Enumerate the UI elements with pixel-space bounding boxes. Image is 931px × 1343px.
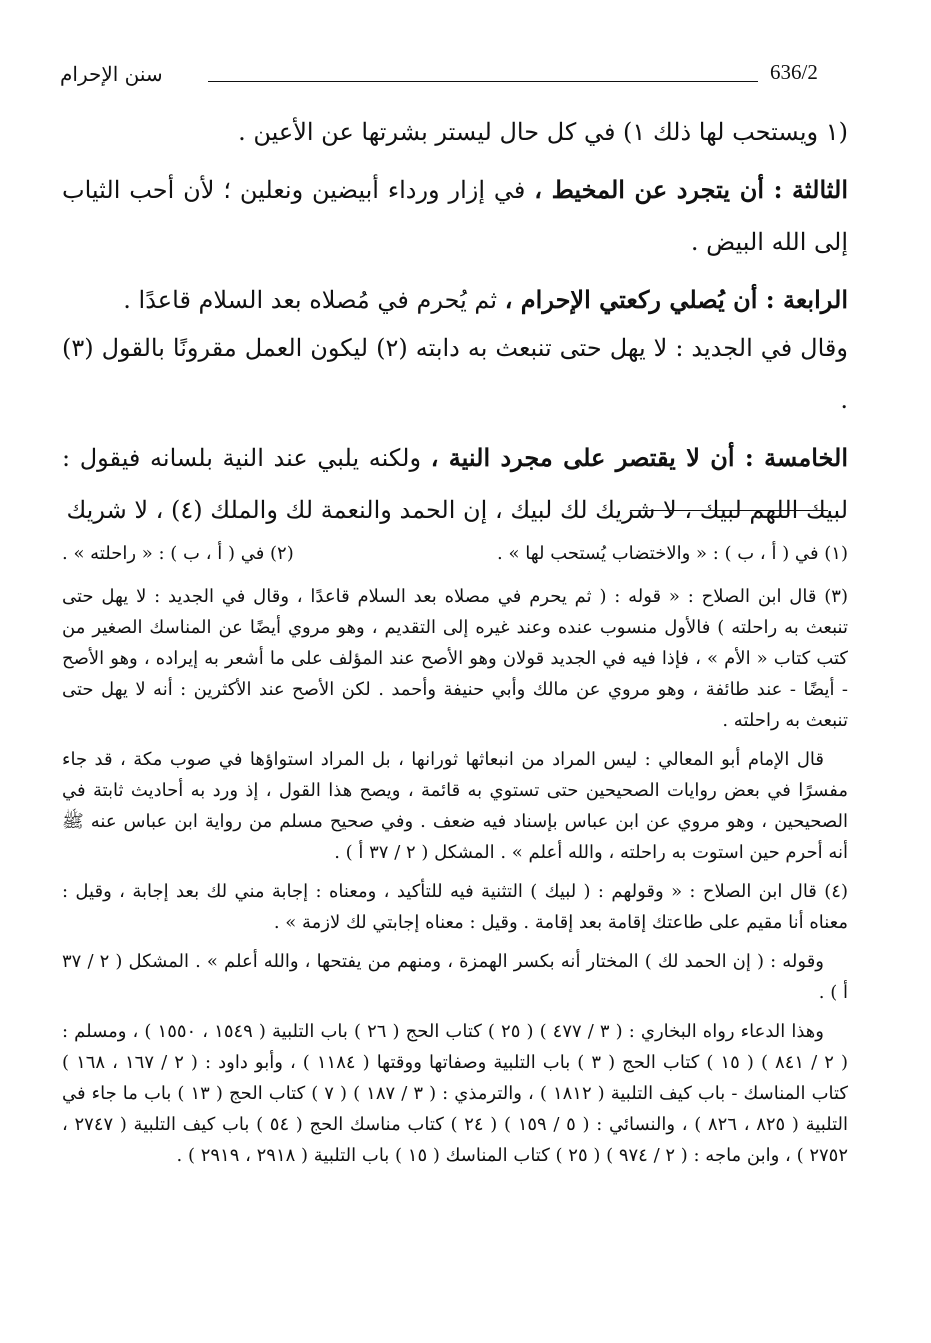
footnote-separator xyxy=(630,510,828,511)
footnote-2: (٢) في ( أ ، ب ) : « راحلته » . xyxy=(62,543,294,564)
paragraph-3-text: ثم يُحرم في مُصلاه بعد السلام قاعدًا . xyxy=(123,286,505,314)
footnote-1: (١) في ( أ ، ب ) : « والاختضاب يُستحب لها » . xyxy=(497,543,848,564)
running-title: سنن الإحرام xyxy=(60,62,163,86)
page-header xyxy=(60,58,848,98)
paragraph-1: (١ ويستحب لها ذلك ١) في كل حال ليستر بشرتها عن الأعين . xyxy=(238,118,848,146)
paragraph-3-heading: الرابعة : أن يُصلي ركعتي الإحرام ، xyxy=(504,285,848,314)
paragraph-2 xyxy=(62,164,848,268)
footnote-3-continued: قال الإمام أبو المعالي : ليس المراد من انبعاثها ثورانها ، بل المراد استواؤها في صوب مكة ، قد جاء مفسرًا في بعض روايات الصحيحين حتى تستوي به قائمة ، ويصح هذا القول ، إذ ورد به أحاديث ثابتة في الصحيحين ، وهو مروي عن ابن عباس بإسناد فيه ضعف . وفي صحيح مسلم من رواية ابن عباس عنه ﷺ أنه أحرم حين استوت به راحلته ، والله أعلم » . المشكل ( ٢ / ٣٧ أ ) . xyxy=(62,749,848,863)
paragraph-5-heading: الخامسة : أن لا يقتصر على مجرد النية ، xyxy=(430,443,849,472)
footnotes xyxy=(62,538,848,1179)
paragraph-2-text: في إزار ورداء أبيضين ونعلين ؛ لأن أحب الثياب إلى الله البيض . xyxy=(62,176,848,256)
paragraph-4: وقال في الجديد : لا يهل حتى تنبعث به دابته (٢) ليكون العمل مقرونًا بالقول (٣) . xyxy=(62,334,848,414)
paragraph-3 xyxy=(62,274,848,326)
main-text xyxy=(62,106,848,542)
footnote-row-1-2 xyxy=(62,538,848,569)
paragraph-5-text: ولكنه يلبي عند النية بلسانه فيقول : لبيك اللهم لبيك ، لا شريك لك لبيك ، إن الحمد والنعمة لك والملك (٤) ، لا شريك xyxy=(62,444,848,524)
page-number: 636/2 xyxy=(770,60,818,84)
footnote-3: (٣) قال ابن الصلاح : « قوله : ( ثم يحرم في مصلاه بعد السلام قاعدًا ، وقال في الجديد : لا يهل حتى تنبعث به راحلته ) فالأول منسوب عنده وعند غيره إلى التقديم ، وهو مروي أيضًا عن المناسك الصغير من كتب كتاب « الأم » ، فإذا فيه في الجديد قولان وهو الأصح عند المؤلف على ما أشعر به إيراده ، وهو الأصح - أيضًا - عند طائفة ، وهو مروي عن مالك وأبي حنيفة وأحمد . لكن الأصح عند الأكثرين : أنه لا يهل حتى تنبعث به راحلته . xyxy=(62,586,848,731)
paragraph-5 xyxy=(62,432,848,536)
header-rule xyxy=(208,81,758,82)
footnote-4: (٤) قال ابن الصلاح : « وقولهم : ( لبيك ) التثنية فيه للتأكيد ، ومعناه : إجابة مني لك بعد إجابة ، وقيل : معناه أنا مقيم على طاعتك إقامة بعد إقامة . وقيل : معناه إجابتي لك لازمة » . xyxy=(62,881,848,933)
footnote-4-continued: وقوله : ( إن الحمد لك ) المختار أنه بكسر الهمزة ، ومنهم من يفتحها ، والله أعلم » . المشكل ( ٢ / ٣٧ أ ) . xyxy=(62,951,848,1003)
paragraph-2-heading: الثالثة : أن يتجرد عن المخيط ، xyxy=(534,175,848,204)
footnote-4-references: وهذا الدعاء رواه البخاري : ( ٣ / ٤٧٧ ) ( ٢٥ ) كتاب الحج ( ٢٦ ) باب التلبية ( ١٥٤٩ ، ١٥٥٠ ) ، ومسلم : ( ٢ / ٨٤١ ) ( ١٥ ) كتاب الحج ( ٣ ) باب التلبية وصفاتها ووقتها ( ١١٨٤ ) ، وأبو داود : ( ٢ / ١٦٧ ، ١٦٨ ) كتاب المناسك - باب كيف التلبية ( ١٨١٢ ) ، والترمذي : ( ٣ / ١٨٧ ) ( ٧ ) كتاب الحج ( ١٣ ) باب ما جاء في التلبية ( ٨٢٥ ، ٨٢٦ ) ، والنسائي : ( ٥ / ١٥٩ ) ( ٢٤ ) كتاب مناسك الحج ( ٥٤ ) باب كيف التلبية ( ٢٧٤٧ ، ٢٧٥٢ ) ، وابن ماجه : ( ٢ / ٩٧٤ ) ( ٢٥ ) كتاب المناسك ( ١٥ ) باب التلبية ( ٢٩١٨ ، ٢٩١٩ ) . xyxy=(62,1021,848,1166)
